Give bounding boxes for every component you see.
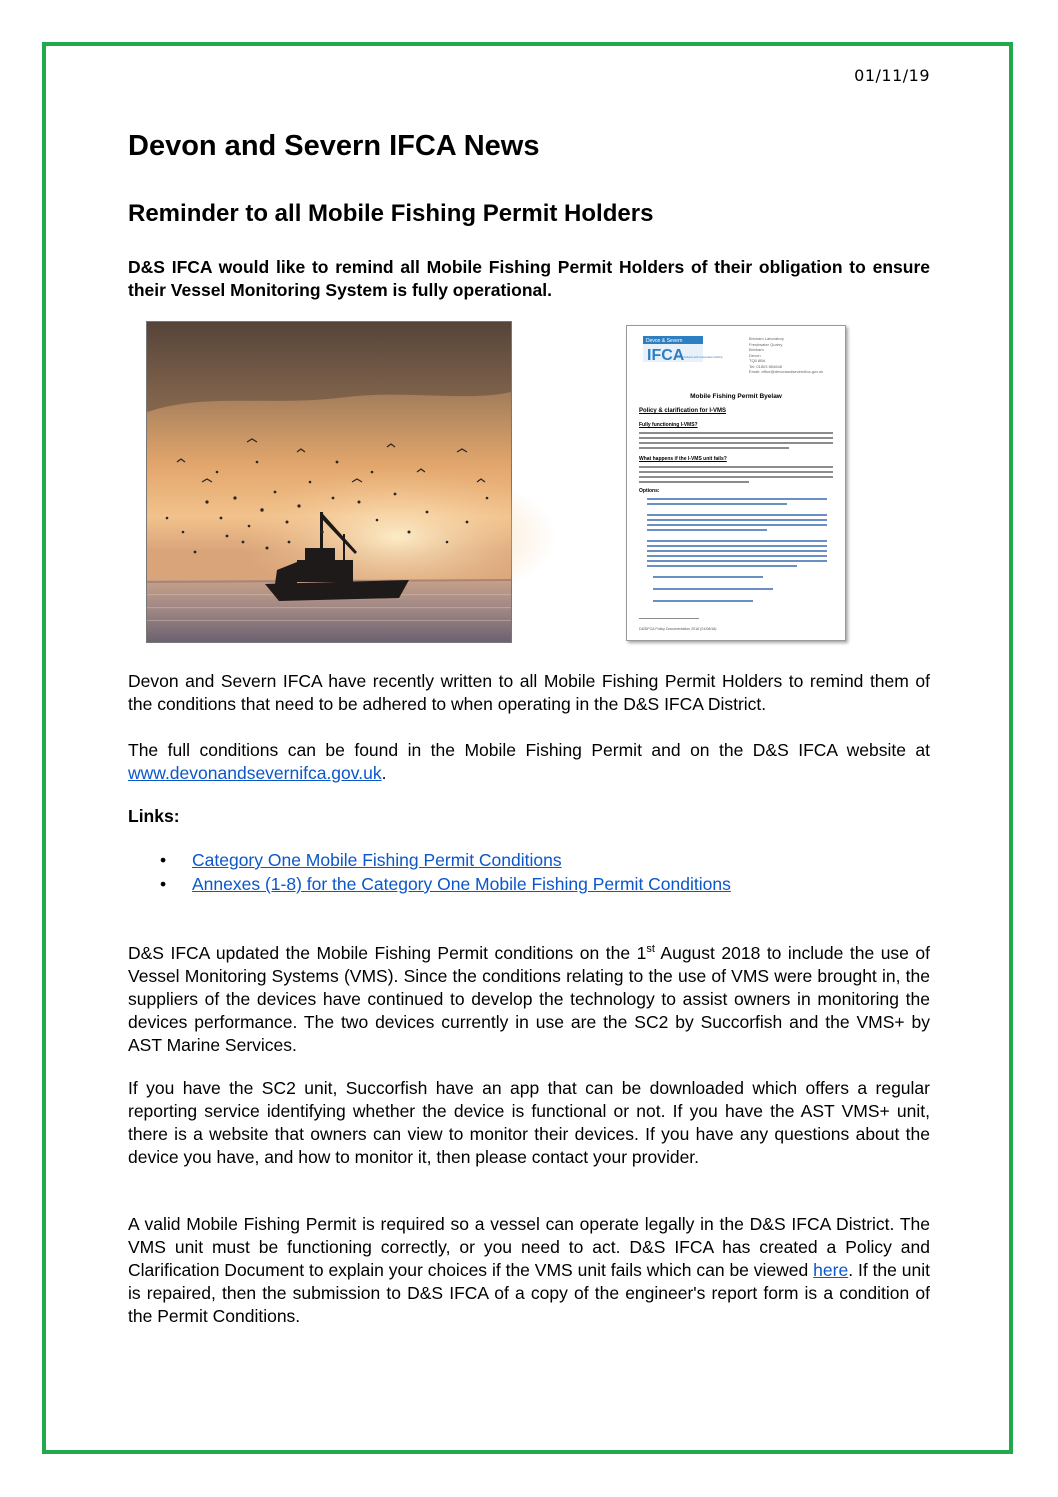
policy-document-link[interactable]: here [813, 1260, 849, 1280]
links-heading: Links: [128, 806, 180, 826]
logo-top-text: Devon & Severn [646, 338, 683, 344]
paragraph-full-conditions [128, 739, 930, 785]
thumbnail-address: Brixham Laboratory Freshwater Quarry Brixham Devon TQ5 8BA Tel: 01803 854648 Email: office@devonandsevernifca.gov.uk [749, 336, 824, 374]
paragraph-text: D&S IFCA updated the Mobile Fishing Permit conditions on the 1 [128, 943, 647, 963]
annexes-link[interactable]: Annexes (1-8) for the Category One Mobile Fishing Permit Conditions [192, 874, 731, 894]
thumbnail-subtitle: Policy & clarification for I-VMS [639, 408, 727, 414]
ordinal-suffix: st [646, 943, 655, 956]
thumbnail-heading: Fully functioning I-VMS? [639, 422, 698, 428]
bullet-icon: • [160, 874, 167, 894]
logo-sub-text: Inshore Fisheries and Conservation Authority [675, 356, 723, 359]
paragraph-end: . [381, 763, 387, 783]
paragraph-text: . If the unit is repaired, then the submission to D&S IFCA of a copy of the engineer's report form is a condition of the Permit Conditions. [128, 1260, 930, 1326]
list-item [150, 872, 731, 896]
thumbnail-heading: Options: [639, 488, 660, 494]
thumbnail-footer: D&SIFCA Policy Documentation 2018 (01/08/18) [639, 627, 717, 631]
fishing-boat-photo [146, 321, 512, 643]
article-title: Reminder to all Mobile Fishing Permit Holders [128, 200, 654, 227]
paragraph-text: A valid Mobile Fishing Permit is required so a vessel can operate legally in the D&S IFCA District. The VMS unit must be functioning correctly, or you need to act. D&S IFCA has created a Policy and Clarification Document to explain your choices if the VMS unit fails which can be viewed [128, 1214, 930, 1280]
policy-document-thumbnail [626, 325, 846, 641]
website-link[interactable]: www.devonandsevernifca.gov.uk [128, 763, 382, 783]
bullet-icon: • [160, 850, 167, 870]
paragraph-valid-permit [128, 1213, 930, 1328]
date: 01/11/19 [854, 66, 930, 85]
paragraph-text: The full conditions can be found in the Mobile Fishing Permit and on the D&S IFCA website at [128, 740, 930, 760]
page-title: Devon and Severn IFCA News [128, 130, 540, 162]
paragraph-conditions: Devon and Severn IFCA have recently written to all Mobile Fishing Permit Holders to remind them of the conditions that need to be adhered to when operating in the D&S IFCA District. [128, 671, 930, 714]
category-one-conditions-link[interactable]: Category One Mobile Fishing Permit Conditions [192, 850, 562, 870]
thumbnail-heading: What happens if the I-VMS unit fails? [639, 456, 727, 462]
ifca-logo [643, 336, 723, 366]
links-list [150, 848, 731, 896]
intro-paragraph: D&S IFCA would like to remind all Mobile Fishing Permit Holders of their obligation to ensure their Vessel Monitoring System is fully operational. [128, 257, 930, 300]
thumbnail-title: Mobile Fishing Permit Byelaw [690, 393, 782, 400]
paragraph-text: August 2018 to include the use of Vessel Monitoring Systems (VMS). Since the conditions relating to the use of VMS were brought in, the suppliers of the devices have continued to develop the technology to assist owners in monitoring the devices performance. The two devices currently in use are the SC2 by Succorfish and the VMS+ by AST Marine Services. [128, 943, 931, 1055]
paragraph-vms-update [128, 942, 930, 1057]
logo-main-text: IFCA [647, 347, 685, 364]
list-item [150, 848, 731, 872]
paragraph-device-monitoring: If you have the SC2 unit, Succorfish have an app that can be downloaded which offers a regular reporting service identifying whether the device is functional or not. If you have the AST VMS+ unit, there is a website that owners can view to monitor their devices. If you have any questions about the device you have, and how to monitor it, then please contact your provider. [128, 1078, 930, 1167]
